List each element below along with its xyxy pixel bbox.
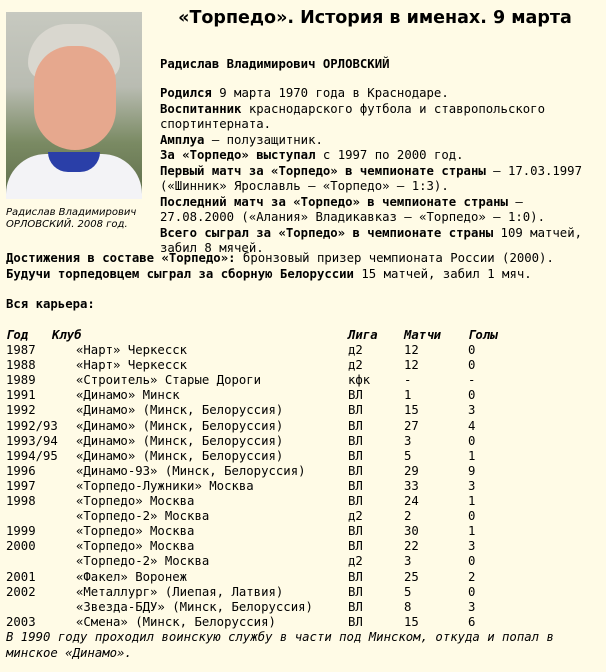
cell-goals: 3 xyxy=(468,478,476,493)
cell-club: «Смена» (Минск, Белоруссия) xyxy=(76,614,276,629)
cell-goals: 0 xyxy=(468,584,476,599)
cell-club: «Торпедо-2» Москва xyxy=(76,509,210,524)
cell-apps: 1 xyxy=(404,388,412,403)
cell-league: ВЛ xyxy=(348,494,363,509)
cell-goals: 0 xyxy=(468,343,476,358)
cell-apps: 29 xyxy=(404,463,419,478)
cell-goals: 4 xyxy=(468,418,476,433)
cell-league: д2 xyxy=(348,509,363,524)
cell-club: «Торпедо» Москва xyxy=(76,524,195,539)
cell-year: 1988 xyxy=(6,358,36,373)
cell-club: «Динамо» Минск xyxy=(76,388,180,403)
player-photo xyxy=(6,12,142,199)
cell-league: ВЛ xyxy=(348,478,363,493)
table-row xyxy=(6,358,602,373)
photo-caption: Радислав Владимирович ОРЛОВСКИЙ. 2008 год. xyxy=(6,207,137,230)
cell-goals: 6 xyxy=(468,614,476,629)
cell-club: «Торпедо-2» Москва xyxy=(76,554,210,569)
cell-apps: 15 xyxy=(404,403,419,418)
cell-year: 1991 xyxy=(6,388,36,403)
cell-year: 1998 xyxy=(6,494,36,509)
cell-league: ВЛ xyxy=(348,599,363,614)
cell-goals: 1 xyxy=(468,524,476,539)
table-row xyxy=(6,388,602,403)
cell-apps: 25 xyxy=(404,569,419,584)
cell-league: ВЛ xyxy=(348,584,363,599)
bio-line: Последний матч за «Торпедо» в чемпионате страны – 27.08.2000 («Алания» Владикавказ – «Торпедо» – 1:0). xyxy=(160,194,545,224)
player-name: Радислав Владимирович ОРЛОВСКИЙ xyxy=(160,57,390,71)
cell-apps: 3 xyxy=(404,433,412,448)
career-heading: Вся карьера: xyxy=(6,297,95,311)
table-row xyxy=(6,600,602,615)
cell-year: 1993/94 xyxy=(6,433,58,448)
table-row xyxy=(6,449,602,464)
cell-apps: 24 xyxy=(404,494,419,509)
table-row xyxy=(6,464,602,479)
col-header-goals: Голы xyxy=(468,328,498,342)
cell-club: «Нарт» Черкесск xyxy=(76,343,188,358)
cell-apps: 5 xyxy=(404,448,412,463)
national-team-line: Будучи торпедовцем сыграл за сборную Белоруссии 15 матчей, забил 1 мяч. xyxy=(6,266,532,281)
cell-club: «Динамо» (Минск, Белоруссия) xyxy=(76,403,284,418)
cell-apps: 30 xyxy=(404,524,419,539)
cell-league: ВЛ xyxy=(348,539,363,554)
table-row xyxy=(6,509,602,524)
cell-club: «Звезда-БДУ» (Минск, Белоруссия) xyxy=(76,599,313,614)
cell-league: ВЛ xyxy=(348,524,363,539)
cell-year: 2002 xyxy=(6,584,36,599)
cell-club: «Динамо-93» (Минск, Белоруссия) xyxy=(76,463,306,478)
col-header-club: Клуб xyxy=(52,328,82,342)
cell-league: ВЛ xyxy=(348,448,363,463)
cell-goals: 0 xyxy=(468,388,476,403)
cell-goals: 0 xyxy=(468,509,476,524)
cell-league: ВЛ xyxy=(348,418,363,433)
cell-year: 1989 xyxy=(6,373,36,388)
cell-year: 2003 xyxy=(6,614,36,629)
cell-apps: 12 xyxy=(404,358,419,373)
cell-year: 1992/93 xyxy=(6,418,58,433)
cell-club: «Динамо» (Минск, Белоруссия) xyxy=(76,433,284,448)
cell-goals: 1 xyxy=(468,448,476,463)
cell-apps: 2 xyxy=(404,509,412,524)
achievements-section xyxy=(6,251,602,282)
table-row xyxy=(6,554,602,569)
cell-club: «Нарт» Черкесск xyxy=(76,358,188,373)
cell-goals: 0 xyxy=(468,433,476,448)
cell-goals: 0 xyxy=(468,554,476,569)
bio-line: Первый матч за «Торпедо» в чемпионате страны – 17.03.1997 («Шинник» Ярославль – «Торпедо» – 1:3). xyxy=(160,163,582,193)
cell-club: «Динамо» (Минск, Белоруссия) xyxy=(76,448,284,463)
col-header-league: Лига xyxy=(348,328,378,342)
cell-apps: 5 xyxy=(404,584,412,599)
cell-league: ВЛ xyxy=(348,463,363,478)
cell-year: 1996 xyxy=(6,463,36,478)
page-title: «Торпедо». История в именах. 9 марта xyxy=(178,8,572,28)
bio-line: Амплуа – полузащитник. xyxy=(160,132,323,147)
cell-year: 2001 xyxy=(6,569,36,584)
table-row xyxy=(6,615,602,630)
cell-apps: 3 xyxy=(404,554,412,569)
cell-apps: 33 xyxy=(404,478,419,493)
cell-league: ВЛ xyxy=(348,388,363,403)
cell-goals: 9 xyxy=(468,463,476,478)
cell-club: «Торпедо-Лужники» Москва xyxy=(76,478,254,493)
table-row xyxy=(6,343,602,358)
col-header-year: Год xyxy=(6,328,29,342)
table-row xyxy=(6,434,602,449)
cell-goals: - xyxy=(468,373,476,388)
cell-year: 1999 xyxy=(6,524,36,539)
career-rows xyxy=(6,343,602,630)
cell-apps: 8 xyxy=(404,599,412,614)
cell-goals: 0 xyxy=(468,358,476,373)
achievement-line: Достижения в составе «Торпедо»: бронзовый призер чемпионата России (2000). xyxy=(6,251,554,265)
cell-year: 1987 xyxy=(6,343,36,358)
cell-apps: - xyxy=(404,373,412,388)
cell-club: «Торпедо» Москва xyxy=(76,539,195,554)
photo-face xyxy=(34,46,116,150)
cell-apps: 12 xyxy=(404,343,419,358)
table-row xyxy=(6,524,602,539)
footnote: В 1990 году проходил воинскую службу в части под Минском, откуда и попал в минское «Динамо». xyxy=(6,630,554,660)
cell-league: д2 xyxy=(348,343,363,358)
cell-apps: 22 xyxy=(404,539,419,554)
cell-club: «Металлург» (Лиепая, Латвия) xyxy=(76,584,284,599)
table-row xyxy=(6,419,602,434)
cell-year: 1997 xyxy=(6,478,36,493)
cell-league: д2 xyxy=(348,358,363,373)
bio-line: Всего сыграл за «Торпедо» в чемпионате страны 109 матчей, забил 8 мячей. xyxy=(160,225,582,255)
table-row xyxy=(6,539,602,554)
cell-league: кфк xyxy=(348,373,371,388)
cell-club: «Строитель» Старые Дороги xyxy=(76,373,262,388)
career-table xyxy=(6,328,602,630)
cell-goals: 2 xyxy=(468,569,476,584)
table-row xyxy=(6,570,602,585)
cell-club: «Факел» Воронеж xyxy=(76,569,188,584)
cell-league: ВЛ xyxy=(348,403,363,418)
col-header-apps: Матчи xyxy=(404,328,442,342)
table-row xyxy=(6,479,602,494)
cell-league: д2 xyxy=(348,554,363,569)
cell-year: 2000 xyxy=(6,539,36,554)
cell-year: 1994/95 xyxy=(6,448,58,463)
cell-goals: 3 xyxy=(468,599,476,614)
bio-line: Воспитанник краснодарского футбола и ставропольского спортинтерната. xyxy=(160,101,545,131)
bio-section xyxy=(160,86,600,257)
table-row xyxy=(6,373,602,388)
table-row xyxy=(6,585,602,600)
cell-goals: 1 xyxy=(468,494,476,509)
cell-league: ВЛ xyxy=(348,614,363,629)
table-row xyxy=(6,494,602,509)
cell-club: «Динамо» (Минск, Белоруссия) xyxy=(76,418,284,433)
bio-line: За «Торпедо» выступал с 1997 по 2000 год. xyxy=(160,148,464,162)
cell-apps: 27 xyxy=(404,418,419,433)
career-table-header xyxy=(6,328,602,343)
cell-club: «Торпедо» Москва xyxy=(76,494,195,509)
cell-league: ВЛ xyxy=(348,569,363,584)
cell-league: ВЛ xyxy=(348,433,363,448)
table-row xyxy=(6,403,602,418)
cell-apps: 15 xyxy=(404,614,419,629)
cell-goals: 3 xyxy=(468,539,476,554)
cell-year: 1992 xyxy=(6,403,36,418)
bio-line: Родился 9 марта 1970 года в Краснодаре. xyxy=(160,86,449,100)
cell-goals: 3 xyxy=(468,403,476,418)
